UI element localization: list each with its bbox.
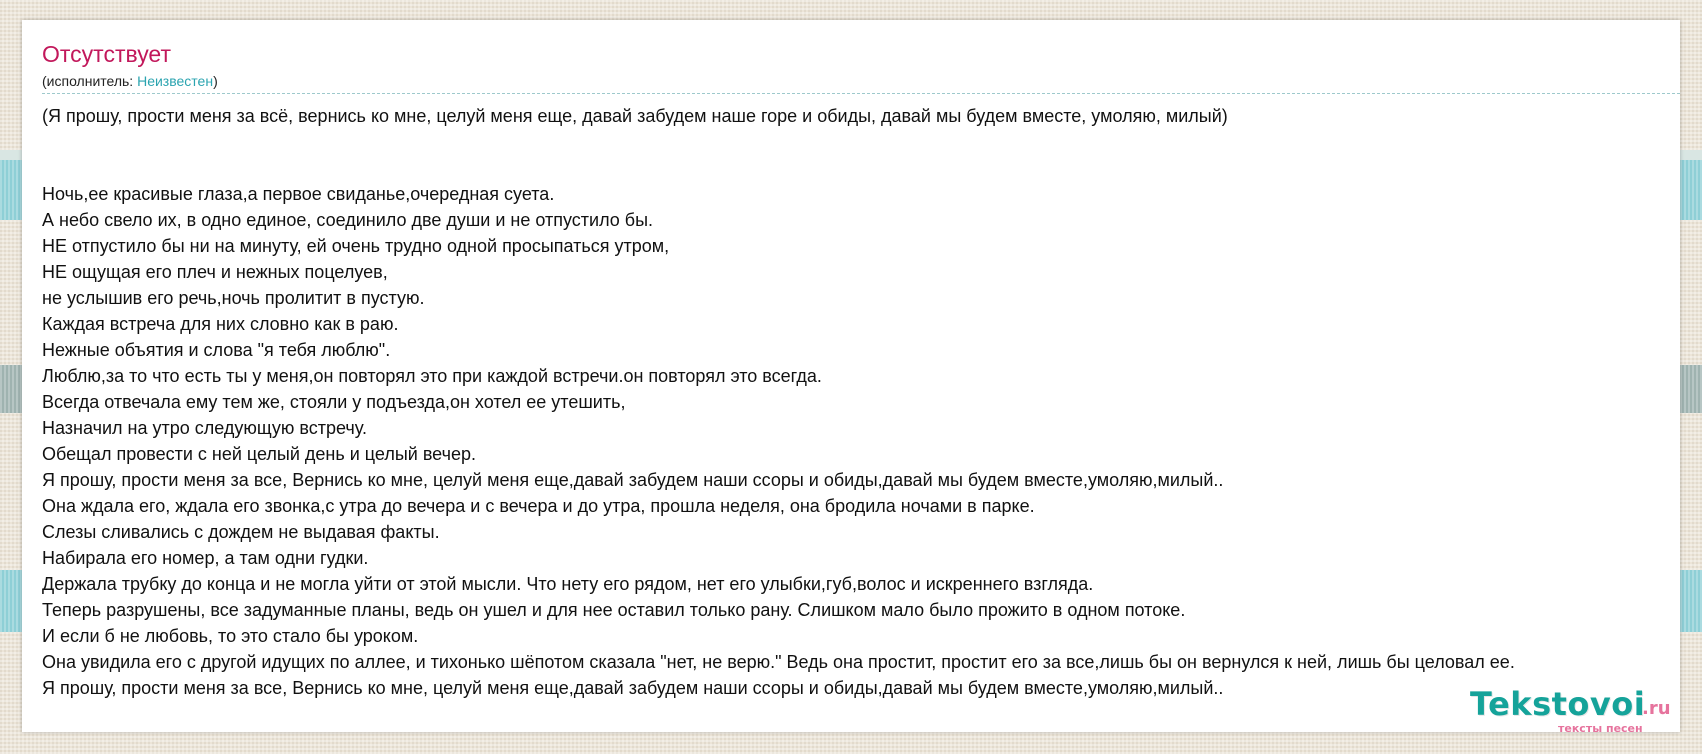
lyrics-card xyxy=(22,20,1680,735)
lyric-line: И если б не любовь, то это стало бы уроком. xyxy=(42,626,419,646)
lyric-line: А небо свело их, в одно единое, соединило две души и не отпустило бы. xyxy=(42,210,654,230)
song-title: Отсутствует xyxy=(42,41,171,67)
lyrics-intro: (Я прошу, прости меня за всё, вернись ко мне, целуй меня еще, давай забудем наше горе и обиды, давай мы будем вместе, умоляю, милый) xyxy=(42,106,1228,126)
title-divider xyxy=(42,93,1680,94)
lyric-line: Она ждала его, ждала его звонка,с утра до вечера и с вечера и до утра, прошла неделя, она бродила ночами в парке. xyxy=(42,496,1035,516)
lyric-line: Теперь разрушены, все задуманные планы, ведь он ушел и для нее оставил только рану. Слишком мало было прожито в одном потоке. xyxy=(42,600,1186,620)
lyric-line: Я прошу, прости меня за все, Вернись ко мне, целуй меня еще,давай забудем наши ссоры и обиды,давай мы будем вместе,умоляю,милый.. xyxy=(42,678,1224,698)
artist-suffix: ) xyxy=(213,73,218,89)
lyric-line: Держала трубку до конца и не могла уйти от этой мысли. Что нету его рядом, нет его улыбки,губ,волос и искреннего взгляда. xyxy=(42,574,1094,594)
artist-line xyxy=(42,74,218,88)
logo-wordmark: Tekstovoi xyxy=(1470,685,1646,723)
lyric-line: НЕ отпустило бы ни на минуту, ей очень трудно одной просыпаться утром, xyxy=(42,236,670,256)
lyric-line: Люблю,за то что есть ты у меня,он повторял это при каждой встречи.он повторял это всегда. xyxy=(42,366,822,386)
lyric-line: Всегда отвечала ему тем же, стояли у подъезда,он хотел ее утешить, xyxy=(42,392,626,412)
logo-domain: .ru xyxy=(1642,698,1671,719)
lyric-line: Она увидила его с другой идущих по аллее, и тихонько шёпотом сказала "нет, не верю." Ведь она простит, простит его за все,лишь бы он вернулся к ней, лишь бы целовал ее. xyxy=(42,652,1515,672)
lyric-line: Каждая встреча для них словно как в раю. xyxy=(42,314,399,334)
artist-prefix: (исполнитель: xyxy=(42,73,138,89)
lyric-line: Слезы сливались с дождем не выдавая факты. xyxy=(42,522,440,542)
lyric-line: Я прошу, прости меня за все, Вернись ко мне, целуй меня еще,давай забудем наши ссоры и обиды,давай мы будем вместе,умоляю,милый.. xyxy=(42,470,1224,490)
lyric-line: НЕ ощущая его плеч и нежных поцелуев, xyxy=(42,262,388,282)
site-logo[interactable] xyxy=(1470,685,1671,735)
lyric-line: не услышив его речь,ночь пролитит в пустую. xyxy=(42,288,425,308)
lyrics-text xyxy=(42,103,1680,701)
lyric-line: Ночь,ее красивые глаза,а первое свиданье,очередная суета. xyxy=(42,184,555,204)
artist-link[interactable]: Неизвестен xyxy=(137,73,214,89)
logo-tagline: тексты песен xyxy=(1558,722,1643,735)
lyric-line: Набирала его номер, а там одни гудки. xyxy=(42,548,369,568)
lyric-line: Нежные объятия и слова "я тебя люблю". xyxy=(42,340,391,360)
lyric-line: Обещал провести с ней целый день и целый вечер. xyxy=(42,444,476,464)
lyrics-spacer xyxy=(42,129,1680,181)
lyric-line: Назначил на утро следующую встречу. xyxy=(42,418,368,438)
